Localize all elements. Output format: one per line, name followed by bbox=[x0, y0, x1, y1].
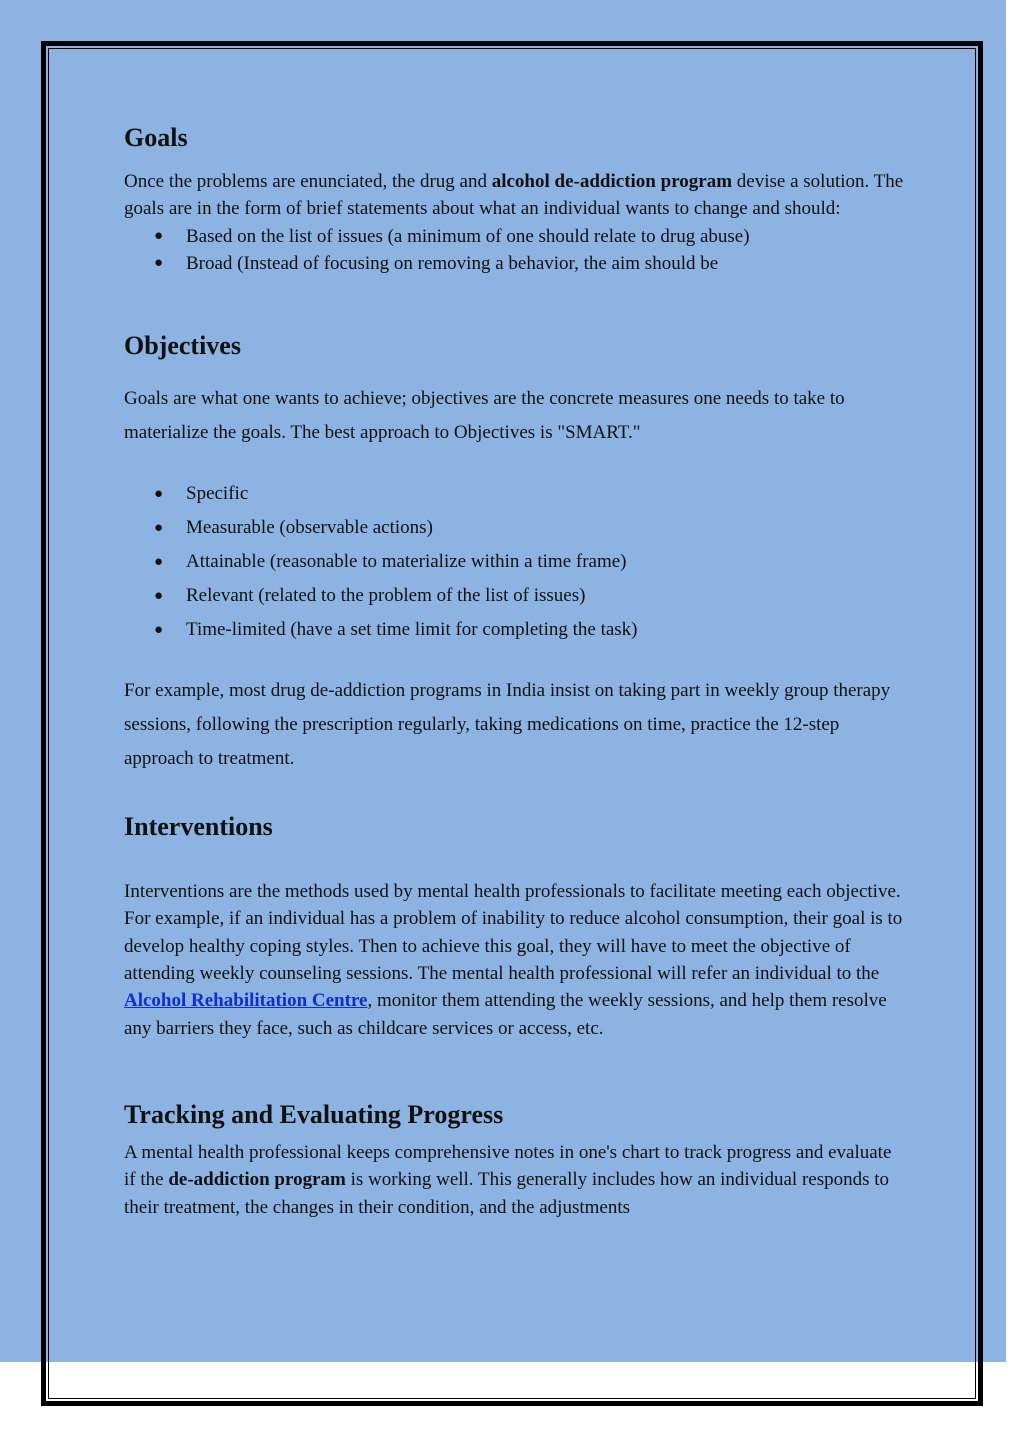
heading-objectives: Objectives bbox=[124, 331, 241, 361]
document-body bbox=[124, 120, 904, 1221]
heading-goals: Goals bbox=[124, 123, 188, 152]
smart-list bbox=[124, 477, 904, 647]
list-item: ● Specific bbox=[124, 477, 904, 511]
bullet-icon: ● bbox=[154, 554, 164, 571]
goals-paragraph: Once the problems are enunciated, the drug and alcohol de-addiction program devise a solution. The goals are in the form of brief statements about what an individual wants to change and should: bbox=[124, 171, 904, 220]
section-interventions bbox=[124, 809, 904, 1042]
list-item: ● Time-limited (have a set time limit for completing the task) bbox=[124, 613, 904, 647]
bullet-icon: ● bbox=[154, 588, 164, 605]
heading-tracking: Tracking and Evaluating Progress bbox=[124, 1099, 504, 1129]
objectives-example: For example, most drug de-addiction programs in India insist on taking part in weekly group therapy sessions, following the prescription regularly, taking medications on time, practice the 12-step approach to treatment. bbox=[124, 680, 891, 770]
bullet-icon: ● bbox=[154, 254, 164, 271]
bullet-icon: ● bbox=[154, 622, 164, 639]
bold-de-addiction-program: de-addiction program bbox=[168, 1169, 346, 1191]
bold-alcohol-de-addiction-program: alcohol de-addiction program bbox=[491, 171, 733, 192]
objectives-intro: Goals are what one wants to achieve; objectives are the concrete measures one needs to take to materialize the goals. The best approach to Objectives is "SMART." bbox=[124, 388, 845, 444]
list-item: ● Broad (Instead of focusing on removing a behavior, the aim should be bbox=[124, 250, 904, 277]
list-item: ● Based on the list of issues (a minimum of one should relate to drug abuse) bbox=[124, 223, 904, 250]
bullet-icon: ● bbox=[154, 227, 164, 244]
bullet-icon: ● bbox=[154, 520, 164, 537]
goals-list bbox=[124, 223, 904, 278]
heading-interventions: Interventions bbox=[124, 812, 273, 842]
list-item: ● Measurable (observable actions) bbox=[124, 511, 904, 545]
section-tracking bbox=[124, 1097, 904, 1221]
section-objectives bbox=[124, 328, 904, 776]
list-item: ● Attainable (reasonable to materialize within a time frame) bbox=[124, 545, 904, 579]
alcohol-rehabilitation-centre-link[interactable]: Alcohol Rehabilitation Centre bbox=[124, 990, 368, 1012]
tracking-paragraph: A mental health professional keeps comprehensive notes in one's chart to track progress and evaluate if the de-addiction program is working well. This generally includes how an individual responds to their treatment, the changes in their condition, and the adjustments bbox=[124, 1141, 892, 1218]
list-item: ● Relevant (related to the problem of the list of issues) bbox=[124, 579, 904, 613]
interventions-paragraph: Interventions are the methods used by mental health professionals to facilitate meeting each objective. For example, if an individual has a problem of inability to reduce alcohol consumption, their goal is to develop healthy coping styles. Then to achieve this goal, they will have to meet the objective of attending weekly counseling sessions. The mental health professional will refer an individual to the Alcohol Rehabilitation Centre, monitor them attending the weekly sessions, and help them resolve any barriers they face, such as childcare services or access, etc. bbox=[124, 881, 903, 1039]
section-goals bbox=[124, 120, 904, 277]
bullet-icon: ● bbox=[154, 486, 164, 503]
